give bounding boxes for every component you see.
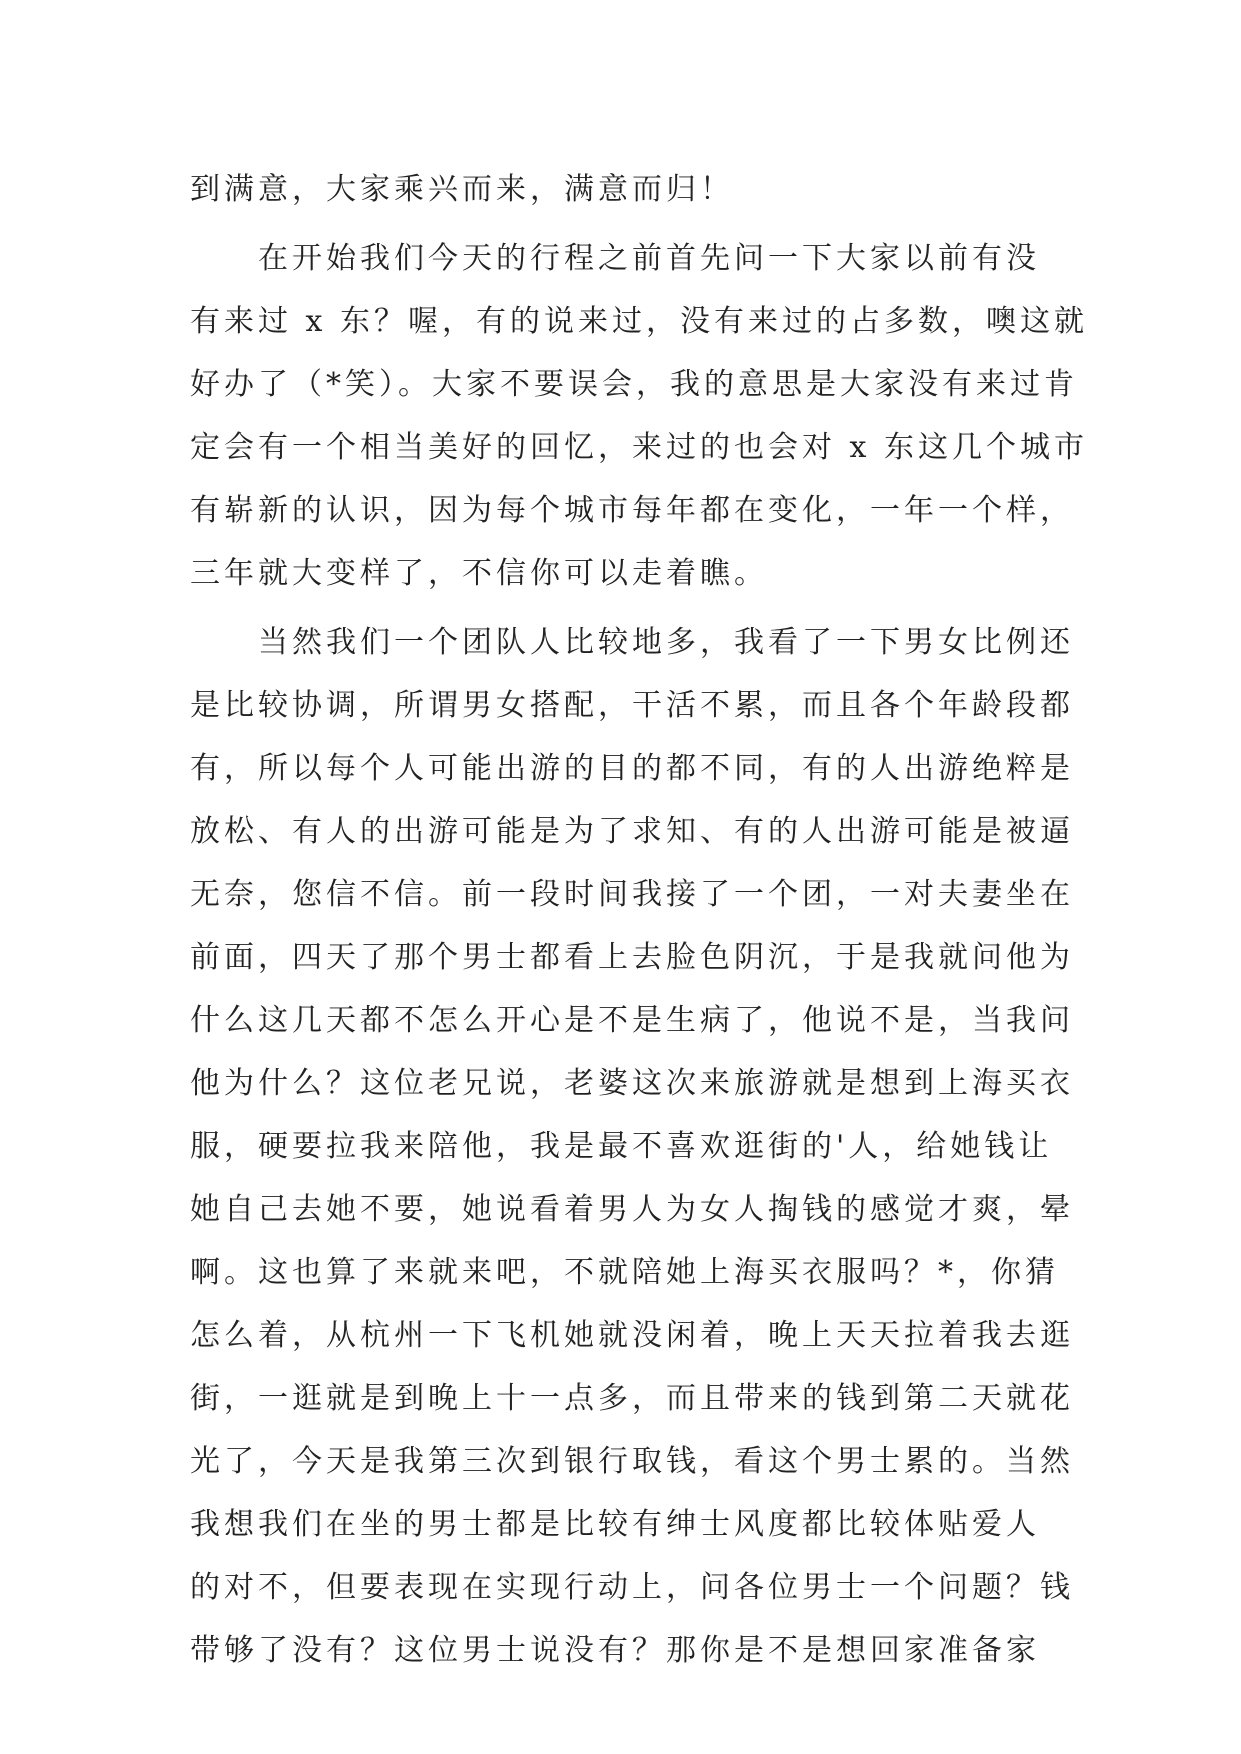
text-line: 前面，四天了那个男士都看上去脸色阴沉，于是我就问他为 [190,940,1074,975]
text-line: 有崭新的认识，因为每个城市每年都在变化，一年一个样， [190,493,1074,528]
text-line: 在开始我们今天的行程之前首先问一下大家以前有没 [190,241,1040,276]
text-line: 无奈，您信不信。前一段时间我接了一个团，一对夫妻坐在 [190,877,1074,912]
text-line: 她自己去她不要，她说看着男人为女人掏钱的感觉才爽，晕 [190,1192,1074,1227]
text-line: 我想我们在坐的男士都是比较有绅士风度都比较体贴爱人 [190,1507,1040,1542]
text-line: 当然我们一个团队人比较地多，我看了一下男女比例还 [190,625,1074,660]
paragraph-3 [190,611,1074,1682]
text-line: 三年就大变样了，不信你可以走着瞧。 [190,556,768,591]
paragraph-1 [190,158,1070,221]
text-line: 啊。这也算了来就来吧，不就陪她上海买衣服吗？*，你猜 [190,1255,1059,1290]
text-line: 什么这几天都不怎么开心是不是生病了，他说不是，当我问 [190,1003,1074,1038]
text-line: 的对不，但要表现在实现行动上，问各位男士一个问题？钱 [190,1570,1074,1605]
text-line: 定会有一个相当美好的回忆，来过的也会对 x 东这几个城市 [190,430,1088,465]
text-line: 带够了没有？这位男士说没有？那你是不是想回家准备家 [190,1633,1040,1668]
text-line: 有来过 x 东？喔，有的说来过，没有来过的占多数，噢这就 [190,304,1088,339]
text-line: 是比较协调，所谓男女搭配，干活不累，而且各个年龄段都 [190,688,1074,723]
paragraph-2 [190,227,1088,605]
text-line: 光了，今天是我第三次到银行取钱，看这个男士累的。当然 [190,1444,1074,1479]
text-line: 有，所以每个人可能出游的目的都不同，有的人出游绝粹是 [190,751,1074,786]
text-line: 好办了（*笑）。大家不要误会，我的意思是大家没有来过肯 [190,367,1078,402]
text-line: 到满意，大家乘兴而来，满意而归！ [190,172,734,207]
document-body [190,158,1088,1682]
text-line: 放松、有人的出游可能是为了求知、有的人出游可能是被逼 [190,814,1074,849]
text-line: 他为什么？这位老兄说，老婆这次来旅游就是想到上海买衣 [190,1066,1074,1101]
text-line: 服，硬要拉我来陪他，我是最不喜欢逛街的'人，给她钱让 [190,1129,1053,1164]
text-line: 街，一逛就是到晚上十一点多，而且带来的钱到第二天就花 [190,1381,1074,1416]
text-line: 怎么着，从杭州一下飞机她就没闲着，晚上天天拉着我去逛 [190,1318,1074,1353]
